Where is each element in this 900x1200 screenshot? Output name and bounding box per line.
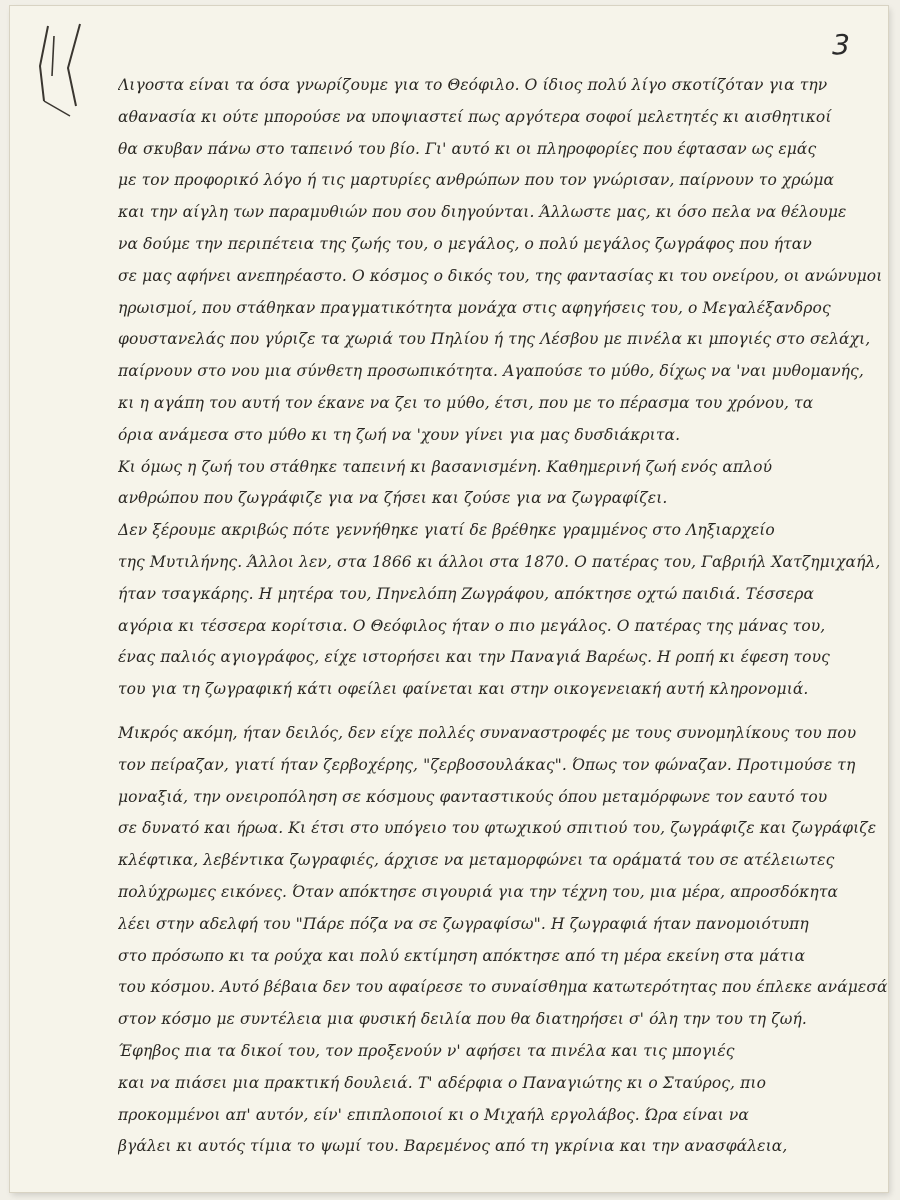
text-line: τον πείραζαν, γιατί ήταν ζερβοχέρης, "ζερβοσουλάκας". Όπως τον φώναζαν. Προτιμούσε τη <box>118 755 856 774</box>
text-line: παίρνουν στο νου μια σύνθετη προσωπικότητα. Αγαπούσε το μύθο, δίχως να 'ναι μυθομανής, <box>118 362 864 381</box>
text-line: μοναξιά, την ονειροπόληση σε κόσμους φανταστικούς όπου μεταμόρφωνε τον εαυτό του <box>118 787 828 806</box>
text-line: σε μας αφήνει ανεπηρέαστο. Ο κόσμος ο δικός του, της φαντασίας κι του ονείρου, οι ανώνυμοι <box>118 266 883 285</box>
paragraph-1 <box>118 70 888 452</box>
text-line: φουστανελάς που γύριζε τα χωριά του Πηλίου ή της Λέσβου με πινέλα κι μπογιές στο σελάχι, <box>118 330 871 349</box>
text-line: αθανασία κι ούτε μπορούσε να υποψιαστεί πως αργότερα σοφοί μελετητές κι αισθητικοί <box>118 107 832 126</box>
text-line: της Μυτιλήνης. Άλλοι λεν, στα 1866 κι άλλοι στα 1870. Ο πατέρας του, Γαβριήλ Χατζημιχαήλ, <box>118 552 881 571</box>
text-line: σε δυνατό και ήρωα. Κι έτσι στο υπόγειο του φτωχικού σπιτιού του, ζωγράφιζε και ζωγράφιζε <box>118 819 877 838</box>
text-line: Μικρός ακόμη, ήταν δειλός, δεν είχε πολλές συναναστροφές με τους συνομηλίκους του που <box>118 723 857 742</box>
text-line: Δεν ξέρουμε ακριβώς πότε γεννήθηκε γιατί δε βρέθηκε γραμμένος στο Ληξιαρχείο <box>118 521 775 540</box>
text-line: πολύχρωμες εικόνες. Όταν απόκτησε σιγουριά για την τέχνη του, μια μέρα, απροσδόκητα <box>118 882 839 901</box>
manuscript-page <box>10 6 888 1192</box>
paragraph-3 <box>118 515 888 706</box>
text-line: του για τη ζωγραφική κάτι οφείλει φαίνεται και στην οικογενειακή αυτή κληρονομιά. <box>118 680 809 699</box>
corner-pen-mark <box>10 6 130 136</box>
text-line: Κι όμως η ζωή του στάθηκε ταπεινή κι βασανισμένη. Καθημερινή ζωή ενός απλού <box>118 457 773 476</box>
paragraph-4 <box>118 718 888 1163</box>
text-line: όρια ανάμεσα στο μύθο κι τη ζωή να 'χουν γίνει για μας δυσδιάκριτα. <box>118 425 681 444</box>
text-line: προκομμένοι απ' αυτόν, είν' επιπλοποιοί κι ο Μιχαήλ εργολάβος. Ώρα είναι να <box>118 1105 749 1124</box>
handwritten-text <box>118 70 888 1163</box>
text-line: θα σκυβαν πάνω στο ταπεινό του βίο. Γι' αυτό κι οι πληροφορίες που έφτασαν ως εμάς <box>118 139 817 158</box>
text-line: ηρωισμοί, που στάθηκαν πραγματικότητα μονάχα στις αφηγήσεις του, ο Μεγαλέξανδρος <box>118 298 831 317</box>
text-line: στον κόσμο με συντέλεια μια φυσική δειλία που θα διατηρήσει σ' όλη την του τη ζωή. <box>118 1010 807 1029</box>
text-line: ήταν τσαγκάρης. Η μητέρα του, Πηνελόπη Ζωγράφου, απόκτησε οχτώ παιδιά. Τέσσερα <box>118 584 815 603</box>
text-line: βγάλει κι αυτός τίμια το ψωμί του. Βαρεμένος από τη γκρίνια και την ανασφάλεια, <box>118 1137 788 1156</box>
text-line: στο πρόσωπο κι τα ρούχα και πολύ εκτίμηση απόκτησε από τη μέρα εκείνη στα μάτια <box>118 946 806 965</box>
text-line: Λιγοστα είναι τα όσα γνωρίζουμε για το Θεόφιλο. Ο ίδιος πολύ λίγο σκοτίζόταν για την <box>118 76 828 94</box>
page-number: 3 <box>832 28 850 61</box>
text-line: Έφηβος πια τα δικοί του, τον προξενούν ν' αφήσει τα πινέλα και τις μπογιές <box>118 1041 735 1060</box>
text-line: και την αίγλη των παραμυθιών που σου διηγούνται. Άλλωστε μας, κι όσο πελα να θέλουμε <box>118 203 847 222</box>
text-line: με τον προφορικό λόγο ή τις μαρτυρίες ανθρώπων που τον γνώρισαν, παίρνουν το χρώμα <box>118 171 835 190</box>
text-line: και να πιάσει μια πρακτική δουλειά. Τ' αδέρφια ο Παναγιώτης κι ο Σταύρος, πιο <box>118 1073 767 1092</box>
text-line: ένας παλιός αγιογράφος, είχε ιστορήσει και την Παναγιά Βαρέως. Η ροπή κι έφεση τους <box>118 648 830 667</box>
text-line: ανθρώπου που ζωγράφιζε για να ζήσει και ζούσε για να ζωγραφίζει. <box>118 489 668 508</box>
text-line: να δούμε την περιπέτεια της ζωής του, ο μεγάλος, ο πολύ μεγάλος ζωγράφος που ήταν <box>118 234 812 253</box>
text-line: κλέφτικα, λεβέντικα ζωγραφιές, άρχισε να μεταμορφώνει τα οράματά του σε ατέλειωτες <box>118 851 835 870</box>
text-line: αγόρια κι τέσσερα κορίτσια. Ο Θεόφιλος ήταν ο πιο μεγάλος. Ο πατέρας της μάνας του, <box>118 616 826 635</box>
text-line: του κόσμου. Αυτό βέβαια δεν του αφαίρεσε το συναίσθημα κατωτερότητας που έπλεκε ανάμεσά <box>118 978 888 997</box>
paragraph-2 <box>118 452 888 516</box>
text-line: λέει στην αδελφή του "Πάρε πόζα να σε ζωγραφίσω". Η ζωγραφιά ήταν πανομοιότυπη <box>118 914 809 933</box>
text-line: κι η αγάπη του αυτή τον έκανε να ζει το μύθο, έτσι, που με το πέρασμα του χρόνου, τα <box>118 393 814 412</box>
